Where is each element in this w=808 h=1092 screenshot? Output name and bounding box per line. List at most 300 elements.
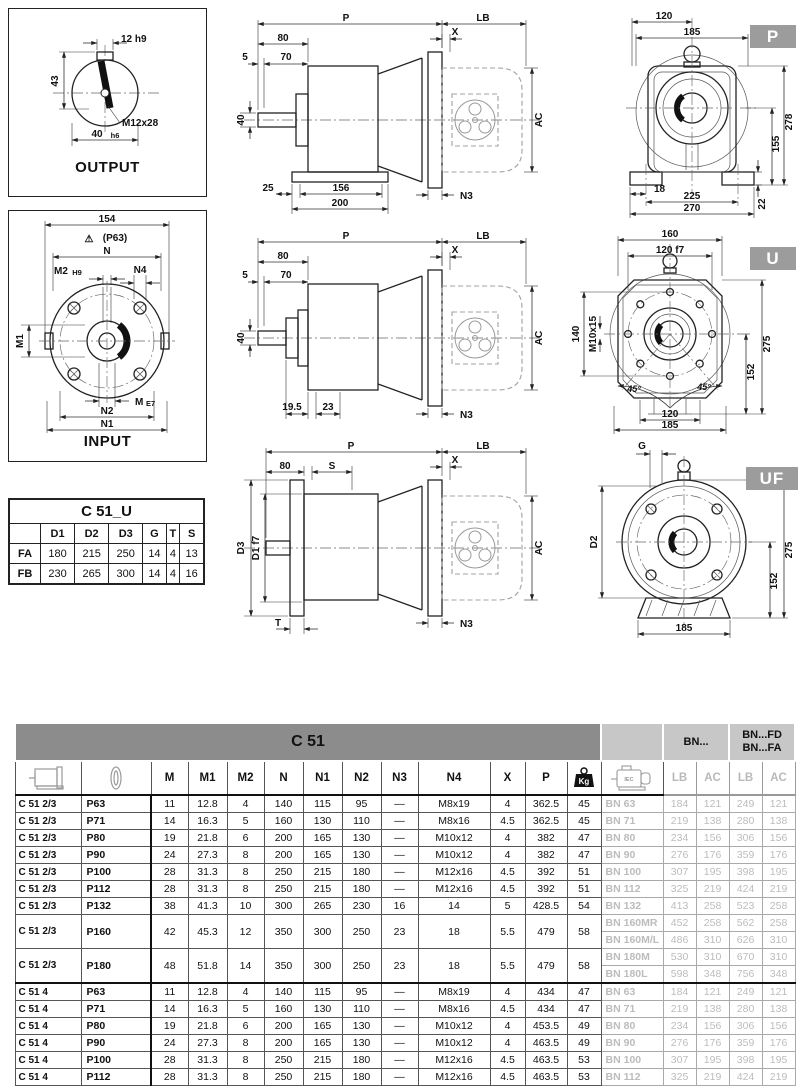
- cell: 4: [490, 795, 525, 813]
- row-header: FA: [9, 544, 41, 564]
- cell: 14: [151, 1001, 188, 1018]
- cell: 428.5: [525, 898, 567, 915]
- col-header: T: [166, 524, 180, 544]
- cell: 382: [525, 830, 567, 847]
- input-flange-drawing: [9, 211, 202, 433]
- cell: 4: [490, 1035, 525, 1052]
- cell: P112: [81, 1069, 151, 1086]
- cell: 5.5: [490, 915, 525, 949]
- dim-label: N2: [100, 406, 114, 417]
- cell: 16.3: [188, 1001, 227, 1018]
- cell: —: [381, 847, 418, 864]
- cell: 413: [663, 898, 696, 915]
- table-row: [15, 795, 795, 813]
- cell: P90: [81, 847, 151, 864]
- cell: 398: [729, 1052, 762, 1069]
- cell: 47: [567, 1001, 601, 1018]
- cell: 121: [696, 983, 729, 1001]
- dim-label: (P63): [102, 233, 128, 244]
- main-table: [14, 722, 796, 1086]
- cell: 28: [151, 881, 188, 898]
- table-row: [15, 915, 795, 932]
- cell: BN 180M: [601, 949, 663, 966]
- dim-label: 185: [683, 27, 701, 38]
- cell: C 51 2/3: [15, 795, 81, 813]
- cell: 359: [729, 1035, 762, 1052]
- cell: 4: [490, 1018, 525, 1035]
- dim-label: N3: [460, 619, 473, 630]
- col-header: M: [151, 761, 188, 795]
- cell: 756: [729, 966, 762, 984]
- cell: 41.3: [188, 898, 227, 915]
- cell: P100: [81, 1052, 151, 1069]
- cell: 219: [663, 813, 696, 830]
- dim-label: 140: [571, 325, 582, 343]
- cell: 58: [567, 915, 601, 949]
- corner-cell: [9, 524, 41, 544]
- dim-label: 80: [279, 461, 291, 472]
- cell: 249: [729, 983, 762, 1001]
- cell: 16.3: [188, 813, 227, 830]
- cell: BN 132: [601, 898, 663, 915]
- cell: 42: [151, 915, 188, 949]
- col-header: D1: [41, 524, 75, 544]
- cell: —: [381, 1018, 418, 1035]
- dim-label: 270: [683, 203, 701, 214]
- cell: 215: [303, 864, 342, 881]
- table-row: [15, 983, 795, 1001]
- dim-label: N4: [133, 265, 147, 276]
- cell: 19: [151, 830, 188, 847]
- cell: 11: [151, 983, 188, 1001]
- cell: 350: [264, 949, 303, 984]
- table-row: [15, 1052, 795, 1069]
- cell: P112: [81, 881, 151, 898]
- cell: 530: [663, 949, 696, 966]
- cell: 463.5: [525, 1069, 567, 1086]
- sub-col-header: AC: [696, 761, 729, 795]
- cell: 28: [151, 1069, 188, 1086]
- cell: 562: [729, 915, 762, 932]
- cell: 176: [696, 1035, 729, 1052]
- dim-label: 25: [262, 183, 274, 194]
- dim-label: LB: [476, 231, 490, 242]
- col-header: N2: [342, 761, 381, 795]
- dim-label: 120 f7: [655, 245, 685, 256]
- cell: —: [381, 1069, 418, 1086]
- cell: C 51 2/3: [15, 949, 81, 984]
- row-header: FB: [9, 564, 41, 585]
- cell: —: [381, 1035, 418, 1052]
- cell: BN 71: [601, 813, 663, 830]
- dim-label: LB: [476, 441, 490, 452]
- cell: 307: [663, 1052, 696, 1069]
- dim-label: 5: [242, 270, 248, 281]
- cell: M12x16: [418, 1069, 490, 1086]
- warning-icon: ⚠: [84, 234, 94, 245]
- cell: 434: [525, 1001, 567, 1018]
- cell: 265: [303, 898, 342, 915]
- cell: 130: [342, 830, 381, 847]
- cell: 4.5: [490, 1069, 525, 1086]
- table-row: [15, 864, 795, 881]
- dim-label: P: [342, 13, 350, 24]
- weight-icon: [572, 766, 596, 790]
- dim-label: 120: [661, 409, 679, 420]
- cell: 51: [567, 881, 601, 898]
- cell: M10x12: [418, 847, 490, 864]
- cell: 16: [381, 898, 418, 915]
- cell: 12.8: [188, 795, 227, 813]
- iec-label: IEC: [624, 777, 634, 783]
- cell: 280: [729, 813, 762, 830]
- table-row: [15, 813, 795, 830]
- table-row: [15, 830, 795, 847]
- dim-label: 275: [784, 541, 795, 559]
- input-title: INPUT: [83, 433, 132, 450]
- col-header: D3: [109, 524, 143, 544]
- cell: —: [381, 983, 418, 1001]
- cell: 215: [303, 1069, 342, 1086]
- gearbox-icon: [27, 765, 69, 791]
- cell: 463.5: [525, 1052, 567, 1069]
- cell: 31.3: [188, 1052, 227, 1069]
- cell: BN 100: [601, 1052, 663, 1069]
- cell: 424: [729, 1069, 762, 1086]
- cell: C 51 4: [15, 1052, 81, 1069]
- flange-icon: [106, 765, 126, 791]
- cell: 250: [109, 544, 143, 564]
- cell: —: [381, 1052, 418, 1069]
- table-row: [9, 524, 204, 544]
- cell: 95: [342, 983, 381, 1001]
- col-header: N1: [303, 761, 342, 795]
- cell: 452: [663, 915, 696, 932]
- cell: 230: [41, 564, 75, 585]
- version-badge-uf: UF: [746, 467, 798, 490]
- cell: —: [381, 813, 418, 830]
- cell: 258: [762, 915, 795, 932]
- cell: 215: [303, 881, 342, 898]
- output-drawing-box: [8, 8, 207, 197]
- cell: 21.8: [188, 830, 227, 847]
- cell: 300: [303, 915, 342, 949]
- cell: P100: [81, 864, 151, 881]
- cell: 362.5: [525, 795, 567, 813]
- cell: 215: [75, 544, 109, 564]
- cell: 249: [729, 795, 762, 813]
- cell: 115: [303, 983, 342, 1001]
- cell: 306: [729, 1018, 762, 1035]
- cell: 156: [696, 1018, 729, 1035]
- cell: 250: [264, 1069, 303, 1086]
- cell: 130: [342, 847, 381, 864]
- dim-label: 185: [661, 420, 679, 431]
- cell: 307: [663, 864, 696, 881]
- cell: 4.5: [490, 864, 525, 881]
- dim-label: 80: [277, 33, 289, 44]
- cell: M12x16: [418, 1052, 490, 1069]
- cell: —: [381, 1001, 418, 1018]
- sub-col-header: AC: [762, 761, 795, 795]
- dim-label: 160: [661, 229, 679, 240]
- cell: 250: [264, 881, 303, 898]
- cell: C 51 2/3: [15, 864, 81, 881]
- cell: 195: [762, 1052, 795, 1069]
- version-badge-u: U: [750, 247, 796, 270]
- cell: 45: [567, 795, 601, 813]
- weight-icon-cell: [567, 761, 601, 795]
- cell: 138: [762, 813, 795, 830]
- cell: 4.5: [490, 813, 525, 830]
- dim-label: 22: [757, 198, 768, 210]
- cell: 280: [729, 1001, 762, 1018]
- cell: 180: [342, 1052, 381, 1069]
- cell: 350: [264, 915, 303, 949]
- cell: P71: [81, 813, 151, 830]
- dim-label: AC: [534, 540, 545, 556]
- cell: 479: [525, 915, 567, 949]
- cell: 58: [567, 949, 601, 984]
- cell: 626: [729, 932, 762, 949]
- dim-label: X: [451, 245, 459, 256]
- cell: 5.5: [490, 949, 525, 984]
- cell: 463.5: [525, 1035, 567, 1052]
- output-shaft-drawing: [9, 11, 202, 159]
- dim-label: N3: [460, 191, 473, 202]
- cell: 8: [227, 1035, 264, 1052]
- cell: 130: [342, 1035, 381, 1052]
- cell: 258: [696, 915, 729, 932]
- cell: BN 180L: [601, 966, 663, 984]
- cell: 306: [729, 830, 762, 847]
- cell: 176: [696, 847, 729, 864]
- dim-label: M: [135, 397, 144, 408]
- cell: 18: [418, 949, 490, 984]
- cell: 18: [418, 915, 490, 949]
- cell: C 51 4: [15, 1001, 81, 1018]
- cell: —: [381, 864, 418, 881]
- cell: 4: [490, 830, 525, 847]
- dim-label: 156: [332, 183, 350, 194]
- main-table-body: [15, 795, 795, 1086]
- cell: 47: [567, 847, 601, 864]
- cell: 184: [663, 983, 696, 1001]
- cell: C 51 4: [15, 1069, 81, 1086]
- dim-label: D2: [589, 535, 600, 549]
- cell: 176: [762, 847, 795, 864]
- table-title: C 51: [15, 723, 601, 761]
- dim-label: 278: [784, 113, 795, 131]
- cell: 486: [663, 932, 696, 949]
- dim-label: 19.5: [282, 402, 302, 413]
- dim-label: M1: [15, 334, 26, 348]
- cell: P80: [81, 1018, 151, 1035]
- col-header: N3: [381, 761, 418, 795]
- dim-label: M10x15: [588, 315, 599, 353]
- table-row: [15, 881, 795, 898]
- motor-icon-cell: [601, 761, 663, 795]
- cell: 156: [762, 830, 795, 847]
- cell: 392: [525, 864, 567, 881]
- bnfa-label: BN...FA: [742, 742, 782, 754]
- cell: 424: [729, 881, 762, 898]
- cell: 4: [490, 847, 525, 864]
- cell: 130: [303, 1001, 342, 1018]
- cell: M10x12: [418, 830, 490, 847]
- cell: 19: [151, 1018, 188, 1035]
- dim-label: 45°: [697, 382, 711, 392]
- cell: 27.3: [188, 847, 227, 864]
- cell: BN 90: [601, 847, 663, 864]
- table-column-headers: [15, 761, 795, 795]
- cell: 138: [696, 1001, 729, 1018]
- dim-label: 70: [280, 270, 292, 281]
- dim-label: T: [274, 618, 282, 629]
- cell: 310: [696, 949, 729, 966]
- dim-label: 5: [242, 52, 248, 63]
- cell: C 51 2/3: [15, 847, 81, 864]
- cell: P90: [81, 1035, 151, 1052]
- col-header: D2: [75, 524, 109, 544]
- dim-label: P: [347, 441, 355, 452]
- dim-label: 23: [322, 402, 334, 413]
- cell: 24: [151, 1035, 188, 1052]
- cell: 219: [696, 881, 729, 898]
- cell: 53: [567, 1069, 601, 1086]
- cell: 16: [180, 564, 204, 585]
- cell: 219: [696, 1069, 729, 1086]
- cell: 95: [342, 795, 381, 813]
- cell: 250: [342, 949, 381, 984]
- cell: 195: [696, 864, 729, 881]
- cell: 8: [227, 864, 264, 881]
- cell: 219: [762, 1069, 795, 1086]
- dim-label: 45°: [627, 384, 641, 394]
- cell: 219: [762, 881, 795, 898]
- cell: C 51 2/3: [15, 813, 81, 830]
- cell: 27.3: [188, 1035, 227, 1052]
- input-drawing-box: [8, 210, 207, 462]
- cell: 234: [663, 1018, 696, 1035]
- cell: 14: [418, 898, 490, 915]
- cell: 359: [729, 847, 762, 864]
- cell: C 51 2/3: [15, 915, 81, 949]
- cell: 200: [264, 1018, 303, 1035]
- cell: 21.8: [188, 1018, 227, 1035]
- gearbox-icon-cell: [15, 761, 81, 795]
- cell: 12.8: [188, 983, 227, 1001]
- cell: 250: [264, 1052, 303, 1069]
- sub-col-header: LB: [663, 761, 696, 795]
- cell: P71: [81, 1001, 151, 1018]
- cell: 38: [151, 898, 188, 915]
- cell: 165: [303, 847, 342, 864]
- cell: 250: [264, 864, 303, 881]
- cell: 8: [227, 1069, 264, 1086]
- cell: 300: [109, 564, 143, 585]
- cell: M8x19: [418, 795, 490, 813]
- cell: BN 112: [601, 881, 663, 898]
- cell: BN 71: [601, 1001, 663, 1018]
- dim-label: 40: [91, 129, 103, 140]
- cell: 276: [663, 1035, 696, 1052]
- cell: 121: [762, 983, 795, 1001]
- col-header: S: [180, 524, 204, 544]
- cell: 140: [264, 983, 303, 1001]
- cell: 8: [227, 1052, 264, 1069]
- cell: 4.5: [490, 1001, 525, 1018]
- dim-label: E7: [146, 399, 156, 408]
- cell: 4.5: [490, 1052, 525, 1069]
- bnfd-fa-group-header: [729, 723, 795, 761]
- cell: 138: [762, 1001, 795, 1018]
- dim-label: 275: [762, 335, 773, 353]
- cell: M8x19: [418, 983, 490, 1001]
- cell: 258: [762, 898, 795, 915]
- cell: 276: [663, 847, 696, 864]
- table-row: [15, 949, 795, 966]
- dim-label: LB: [476, 13, 490, 24]
- table-row: [15, 847, 795, 864]
- cell: 5: [227, 1001, 264, 1018]
- cell: 230: [342, 898, 381, 915]
- cell: 219: [663, 1001, 696, 1018]
- cell: 215: [303, 1052, 342, 1069]
- col-header: P: [525, 761, 567, 795]
- cell: 325: [663, 881, 696, 898]
- cell: 28: [151, 1052, 188, 1069]
- cell: 434: [525, 983, 567, 1001]
- cell: 598: [663, 966, 696, 984]
- col-header: N: [264, 761, 303, 795]
- dim-label: D1 f7: [251, 535, 262, 561]
- cell: 5: [227, 813, 264, 830]
- cell: 184: [663, 795, 696, 813]
- cell: 160: [264, 813, 303, 830]
- sub-col-header: LB: [729, 761, 762, 795]
- c51u-title: C 51_U: [9, 499, 204, 524]
- dim-label: 43: [50, 75, 61, 87]
- cell: 47: [567, 830, 601, 847]
- cell: 31.3: [188, 881, 227, 898]
- col-header: M2: [227, 761, 264, 795]
- cell: 23: [381, 949, 418, 984]
- cell: 5: [490, 898, 525, 915]
- table-row: [9, 499, 204, 524]
- dim-label: 40: [236, 114, 247, 126]
- cell: 176: [762, 1035, 795, 1052]
- side-view-u-drawing: [236, 226, 548, 426]
- cell: 382: [525, 847, 567, 864]
- cell: 4: [227, 795, 264, 813]
- cell: 6: [227, 830, 264, 847]
- cell: 200: [264, 830, 303, 847]
- cell: 180: [342, 864, 381, 881]
- c51u-table: [8, 498, 205, 585]
- cell: 8: [227, 881, 264, 898]
- dim-label: AC: [534, 112, 545, 128]
- cell: 300: [264, 898, 303, 915]
- table-row: [9, 544, 204, 564]
- cell: —: [381, 830, 418, 847]
- cell: 523: [729, 898, 762, 915]
- cell: BN 80: [601, 830, 663, 847]
- cell: BN 63: [601, 983, 663, 1001]
- cell: 165: [303, 830, 342, 847]
- dim-label: 70: [280, 52, 292, 63]
- cell: 51.8: [188, 949, 227, 984]
